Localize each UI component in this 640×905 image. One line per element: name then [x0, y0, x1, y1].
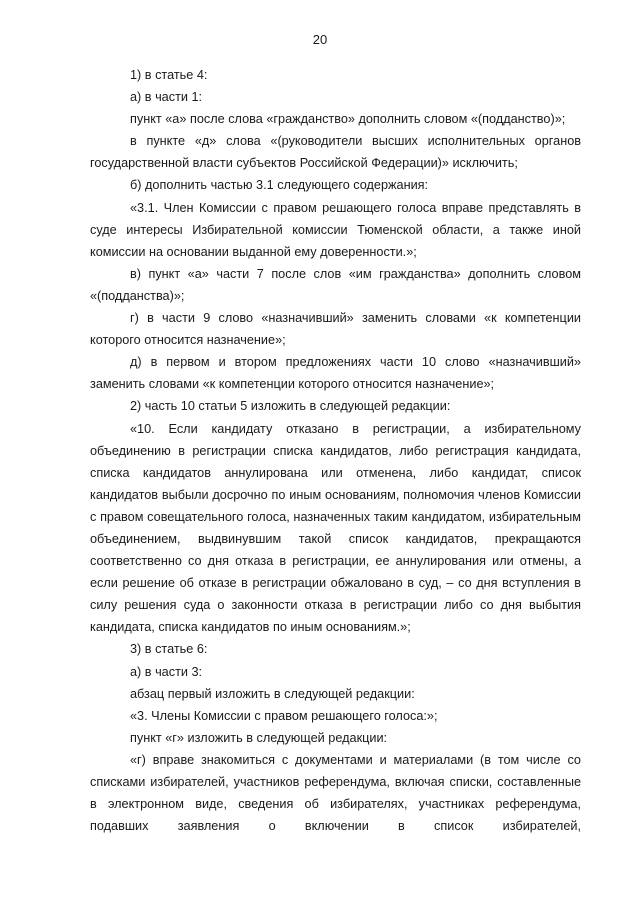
- paragraph: в) пункт «а» части 7 после слов «им гражданства» дополнить словом «(подданства)»;: [90, 266, 581, 303]
- paragraph: «3.1. Член Комиссии с правом решающего голоса вправе представлять в суде интересы Избирательной комиссии Тюменской области, а также иной комиссии на основании выданной ему доверенности.»;: [90, 200, 581, 259]
- page-number: 20: [312, 32, 328, 47]
- paragraph: «3. Члены Комиссии с правом решающего голоса:»;: [130, 708, 438, 723]
- paragraph: «г) вправе знакомиться с документами и материалами (в том числе со списками избирателей, участников референдума, включая списки, составленные в электронном виде, сведения об избирателях, участниках референдума, подавших заявления о включении в список избирателей,: [90, 752, 581, 834]
- paragraph: пункт «г» изложить в следующей редакции:: [130, 730, 388, 745]
- paragraph: в пункте «д» слова «(руководители высших исполнительных органов государственной власти субъектов Российской Федерации)» исключить;: [90, 134, 581, 171]
- paragraph: д) в первом и втором предложениях части 10 слово «назначивший» заменить словами «к компетенции которого относится назначение»;: [90, 355, 581, 392]
- paragraph: 2) часть 10 статьи 5 изложить в следующей редакции:: [130, 399, 451, 414]
- paragraph: 1) в статье 4:: [130, 68, 208, 82]
- paragraph: а) в части 3:: [130, 664, 203, 679]
- paragraph: абзац первый изложить в следующей редакции:: [130, 686, 415, 701]
- paragraph: г) в части 9 слово «назначивший» заменить словами «к компетенции которого относится назначение»;: [90, 311, 581, 348]
- paragraph: пункт «а» после слова «гражданство» дополнить словом «(подданство)»;: [130, 112, 566, 127]
- document-body: [90, 64, 581, 837]
- paragraph: б) дополнить частью 3.1 следующего содержания:: [130, 178, 429, 193]
- paragraph: 3) в статье 6:: [130, 642, 208, 657]
- paragraph: а) в части 1:: [130, 90, 203, 105]
- paragraph: «10. Если кандидату отказано в регистрации, а избирательному объединению в регистрации списка кандидатов, либо регистрация кандидата, списка кандидатов аннулирована или отменена, либо кандидат, список кандидатов выбыли досрочно по иным основаниям, полномочия членов Комиссии с правом совещательного голоса, назначенных таким кандидатом, избирательным объединением, выдвинувшим такой список кандидатов, прекращаются соответственно со дня отказа в регистрации, ее аннулирования или отмены, а если решение об отказе в регистрации обжаловано в суд, – со дня вступления в силу решения суда о законности отказа в регистрации либо со дня выбытия кандидата, списка кандидатов по иным основаниям.»;: [90, 421, 581, 635]
